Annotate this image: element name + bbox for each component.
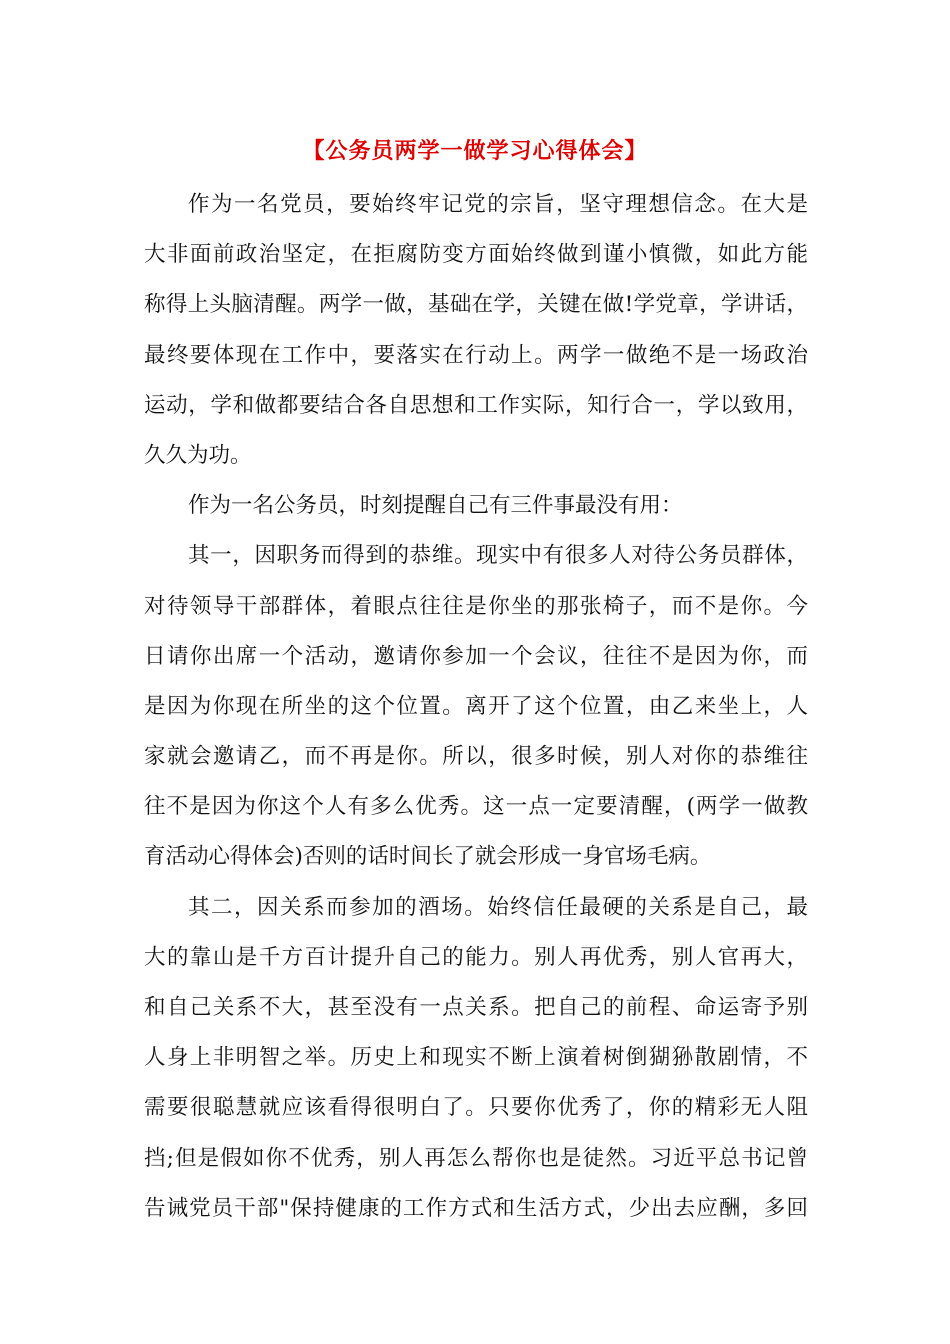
text-line: 人身上非明智之举。历史上和现实不断上演着树倒猢狲散剧情，不 [144,1045,808,1071]
document-title: 【公务员两学一做学习心得体会】 [302,139,648,164]
text-line: 家就会邀请乙，而不再是你。所以，很多时候，别人对你的恭维往 [144,744,808,770]
text-line: 育活动心得体会)否则的话时间长了就会形成一身官场毛病。 [144,844,712,870]
text-line: 最终要体现在工作中，要落实在行动上。两学一做绝不是一场政治 [144,342,808,368]
text-line: 作为一名党员，要始终牢记党的宗旨，坚守理想信念。在大是 [188,192,808,217]
text-line: 大的靠山是千方百计提升自己的能力。别人再优秀，别人官再大， [144,944,808,970]
text-line: 对待领导干部群体，着眼点往往是你坐的那张椅子，而不是你。今 [144,593,808,619]
document-body [144,180,808,1234]
text-line: 其二，因关系而参加的酒场。始终信任最硬的关系是自己，最 [188,894,808,920]
text-line: 和自己关系不大，甚至没有一点关系。把自己的前程、命运寄予别 [144,995,808,1020]
text-line: 需要很聪慧就应该看得很明白了。只要你优秀了，你的精彩无人阻 [144,1095,808,1121]
text-line: 运动，学和做都要结合各自思想和工作实际，知行合一，学以致用， [144,392,808,418]
text-line: 挡;但是假如你不优秀，别人再怎么帮你也是徒然。习近平总书记曾 [144,1145,808,1171]
text-line: 告诫党员干部"保持健康的工作方式和生活方式，少出去应酬，多回 [144,1195,808,1221]
text-line: 日请你出席一个活动，邀请你参加一个会议，往往不是因为你，而 [144,643,808,669]
text-line: 其一，因职务而得到的恭维。现实中有很多人对待公务员群体， [188,543,808,569]
text-line: 作为一名公务员，时刻提醒自己有三件事最没有用： [188,493,683,519]
text-line: 称得上头脑清醒。两学一做，基础在学，关键在做!学党章，学讲话， [144,292,808,318]
text-line: 久久为功。 [144,442,252,468]
text-line: 往不是因为你这个人有多么优秀。这一点一定要清醒，(两学一做教 [144,794,808,820]
text-line: 是因为你现在所坐的这个位置。离开了这个位置，由乙来坐上，人 [144,693,808,719]
text-line: 大非面前政治坚定，在拒腐防变方面始终做到谨小慎微，如此方能 [144,242,808,268]
